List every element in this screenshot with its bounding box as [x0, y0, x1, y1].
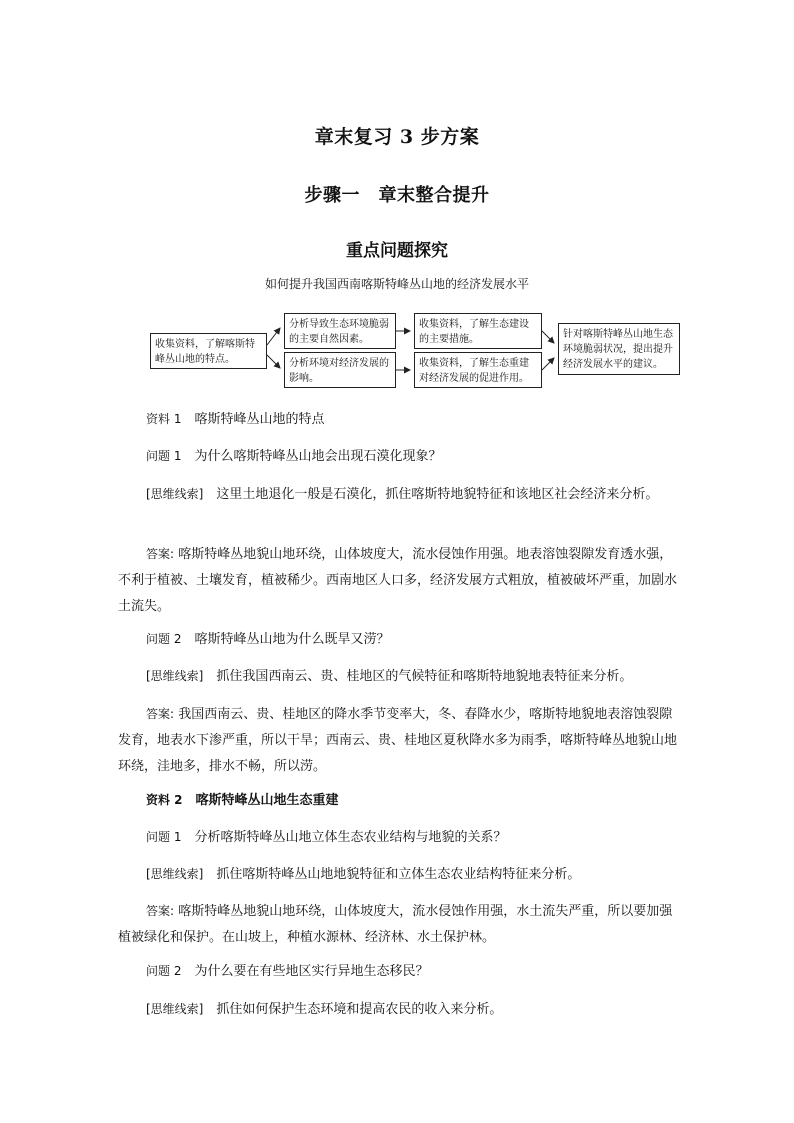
- step-title: 步骤一 章末整合提升: [304, 185, 490, 206]
- question-text: 为什么要在有些地区实行异地生态移民？: [194, 964, 429, 979]
- clue-text: 这里土地退化一般是石漠化，抓住喀斯特地貌特征和该地区社会经济来分析。: [216, 487, 659, 502]
- arrow-4-to-6: [542, 331, 554, 343]
- m2-q1-clue: [118, 861, 678, 888]
- flow-box-4: 收集资料，了解生态建设的主要措施。: [414, 313, 542, 349]
- flow-box-1: 收集资料，了解喀斯特峰丛山地的特点。: [150, 333, 267, 369]
- question-label: 问题 1: [146, 449, 182, 463]
- flow-box-6: 针对喀斯特峰丛山地生态环境脆弱状况，提出提升经济发展水平的建议。: [558, 323, 680, 375]
- answer-label: 答案:: [146, 904, 175, 918]
- m1-q1-answer: [118, 541, 678, 620]
- flow-diagram: [0, 300, 794, 400]
- question-label: 问题 2: [146, 964, 182, 978]
- diagram-title: 如何提升我国西南喀斯特峰丛山地的经济发展水平: [264, 277, 529, 291]
- material-title: 喀斯特峰丛山地生态重建: [195, 793, 339, 808]
- material-1-heading: [118, 406, 678, 433]
- answer-text: 喀斯特峰丛地貌山地环绕，山体坡度大，流水侵蚀作用强。地表溶蚀裂隙发育透水强，不利于植被、土壤发育，植被稀少。西南地区人口多，经济发展方式粗放，植被破坏严重，加剧水土流失。: [118, 547, 678, 614]
- m1-q2-answer: [118, 701, 678, 780]
- m2-question-1: [118, 824, 678, 851]
- material-label: 资料 1: [146, 412, 182, 426]
- section-title: 重点问题探究: [346, 241, 448, 261]
- clue-text: 抓住我国西南云、贵、桂地区的气候特征和喀斯特地貌地表特征来分析。: [216, 669, 633, 684]
- answer-label: 答案:: [146, 707, 175, 721]
- m1-q2-clue: [118, 663, 678, 690]
- m1-q1-clue: [118, 481, 678, 508]
- question-text: 分析喀斯特峰丛山地立体生态农业结构与地貌的关系？: [194, 830, 507, 845]
- m2-question-2: [118, 958, 678, 985]
- m2-q1-answer: [118, 898, 678, 951]
- material-title: 喀斯特峰丛山地的特点: [194, 412, 325, 427]
- question-text: 喀斯特峰丛山地为什么既旱又涝？: [194, 632, 390, 647]
- question-label: 问题 1: [146, 830, 182, 844]
- arrow-1-to-3: [267, 355, 280, 368]
- answer-text: 我国西南云、贵、桂地区的降水季节变率大，冬、春降水少，喀斯特地貌地表溶蚀裂隙发育，地表水下渗严重，所以干旱；西南云、贵、桂地区夏秋降水多为雨季，喀斯特峰丛地貌山地环绕，洼地多，排水不畅，所以涝。: [118, 707, 678, 774]
- clue-label: [思维线索]: [146, 669, 204, 683]
- clue-label: [思维线索]: [146, 1002, 204, 1016]
- material-label: 资料 2: [146, 793, 183, 807]
- clue-text: 抓住喀斯特峰丛山地地貌特征和立体生态农业结构特征来分析。: [216, 867, 581, 882]
- answer-text: 喀斯特峰丛地貌山地环绕，山体坡度大，流水侵蚀作用强，水土流失严重，所以要加强植被绿化和保护。在山坡上，种植水源林、经济林、水土保护林。: [118, 904, 673, 945]
- clue-label: [思维线索]: [146, 487, 204, 501]
- arrow-5-to-6: [542, 358, 554, 370]
- flow-box-5: 收集资料，了解生态重建对经济发展的促进作用。: [414, 352, 542, 388]
- clue-label: [思维线索]: [146, 867, 204, 881]
- flow-box-2: 分析导致生态环境脆弱的主要自然因素。: [284, 313, 396, 349]
- m1-question-2: [118, 626, 678, 653]
- m2-q2-clue: [118, 996, 678, 1023]
- flow-box-3: 分析环境对经济发展的影响。: [284, 352, 396, 388]
- question-text: 为什么喀斯特峰丛山地会出现石漠化现象？: [194, 449, 442, 464]
- question-label: 问题 2: [146, 632, 182, 646]
- material-2-heading: [118, 787, 678, 814]
- answer-label: 答案:: [146, 547, 175, 561]
- m1-question-1: [118, 443, 678, 470]
- clue-text: 抓住如何保护生态环境和提高农民的收入来分析。: [216, 1002, 503, 1017]
- chapter-title: 章末复习 3 步方案: [314, 126, 480, 148]
- arrow-1-to-2: [267, 328, 280, 345]
